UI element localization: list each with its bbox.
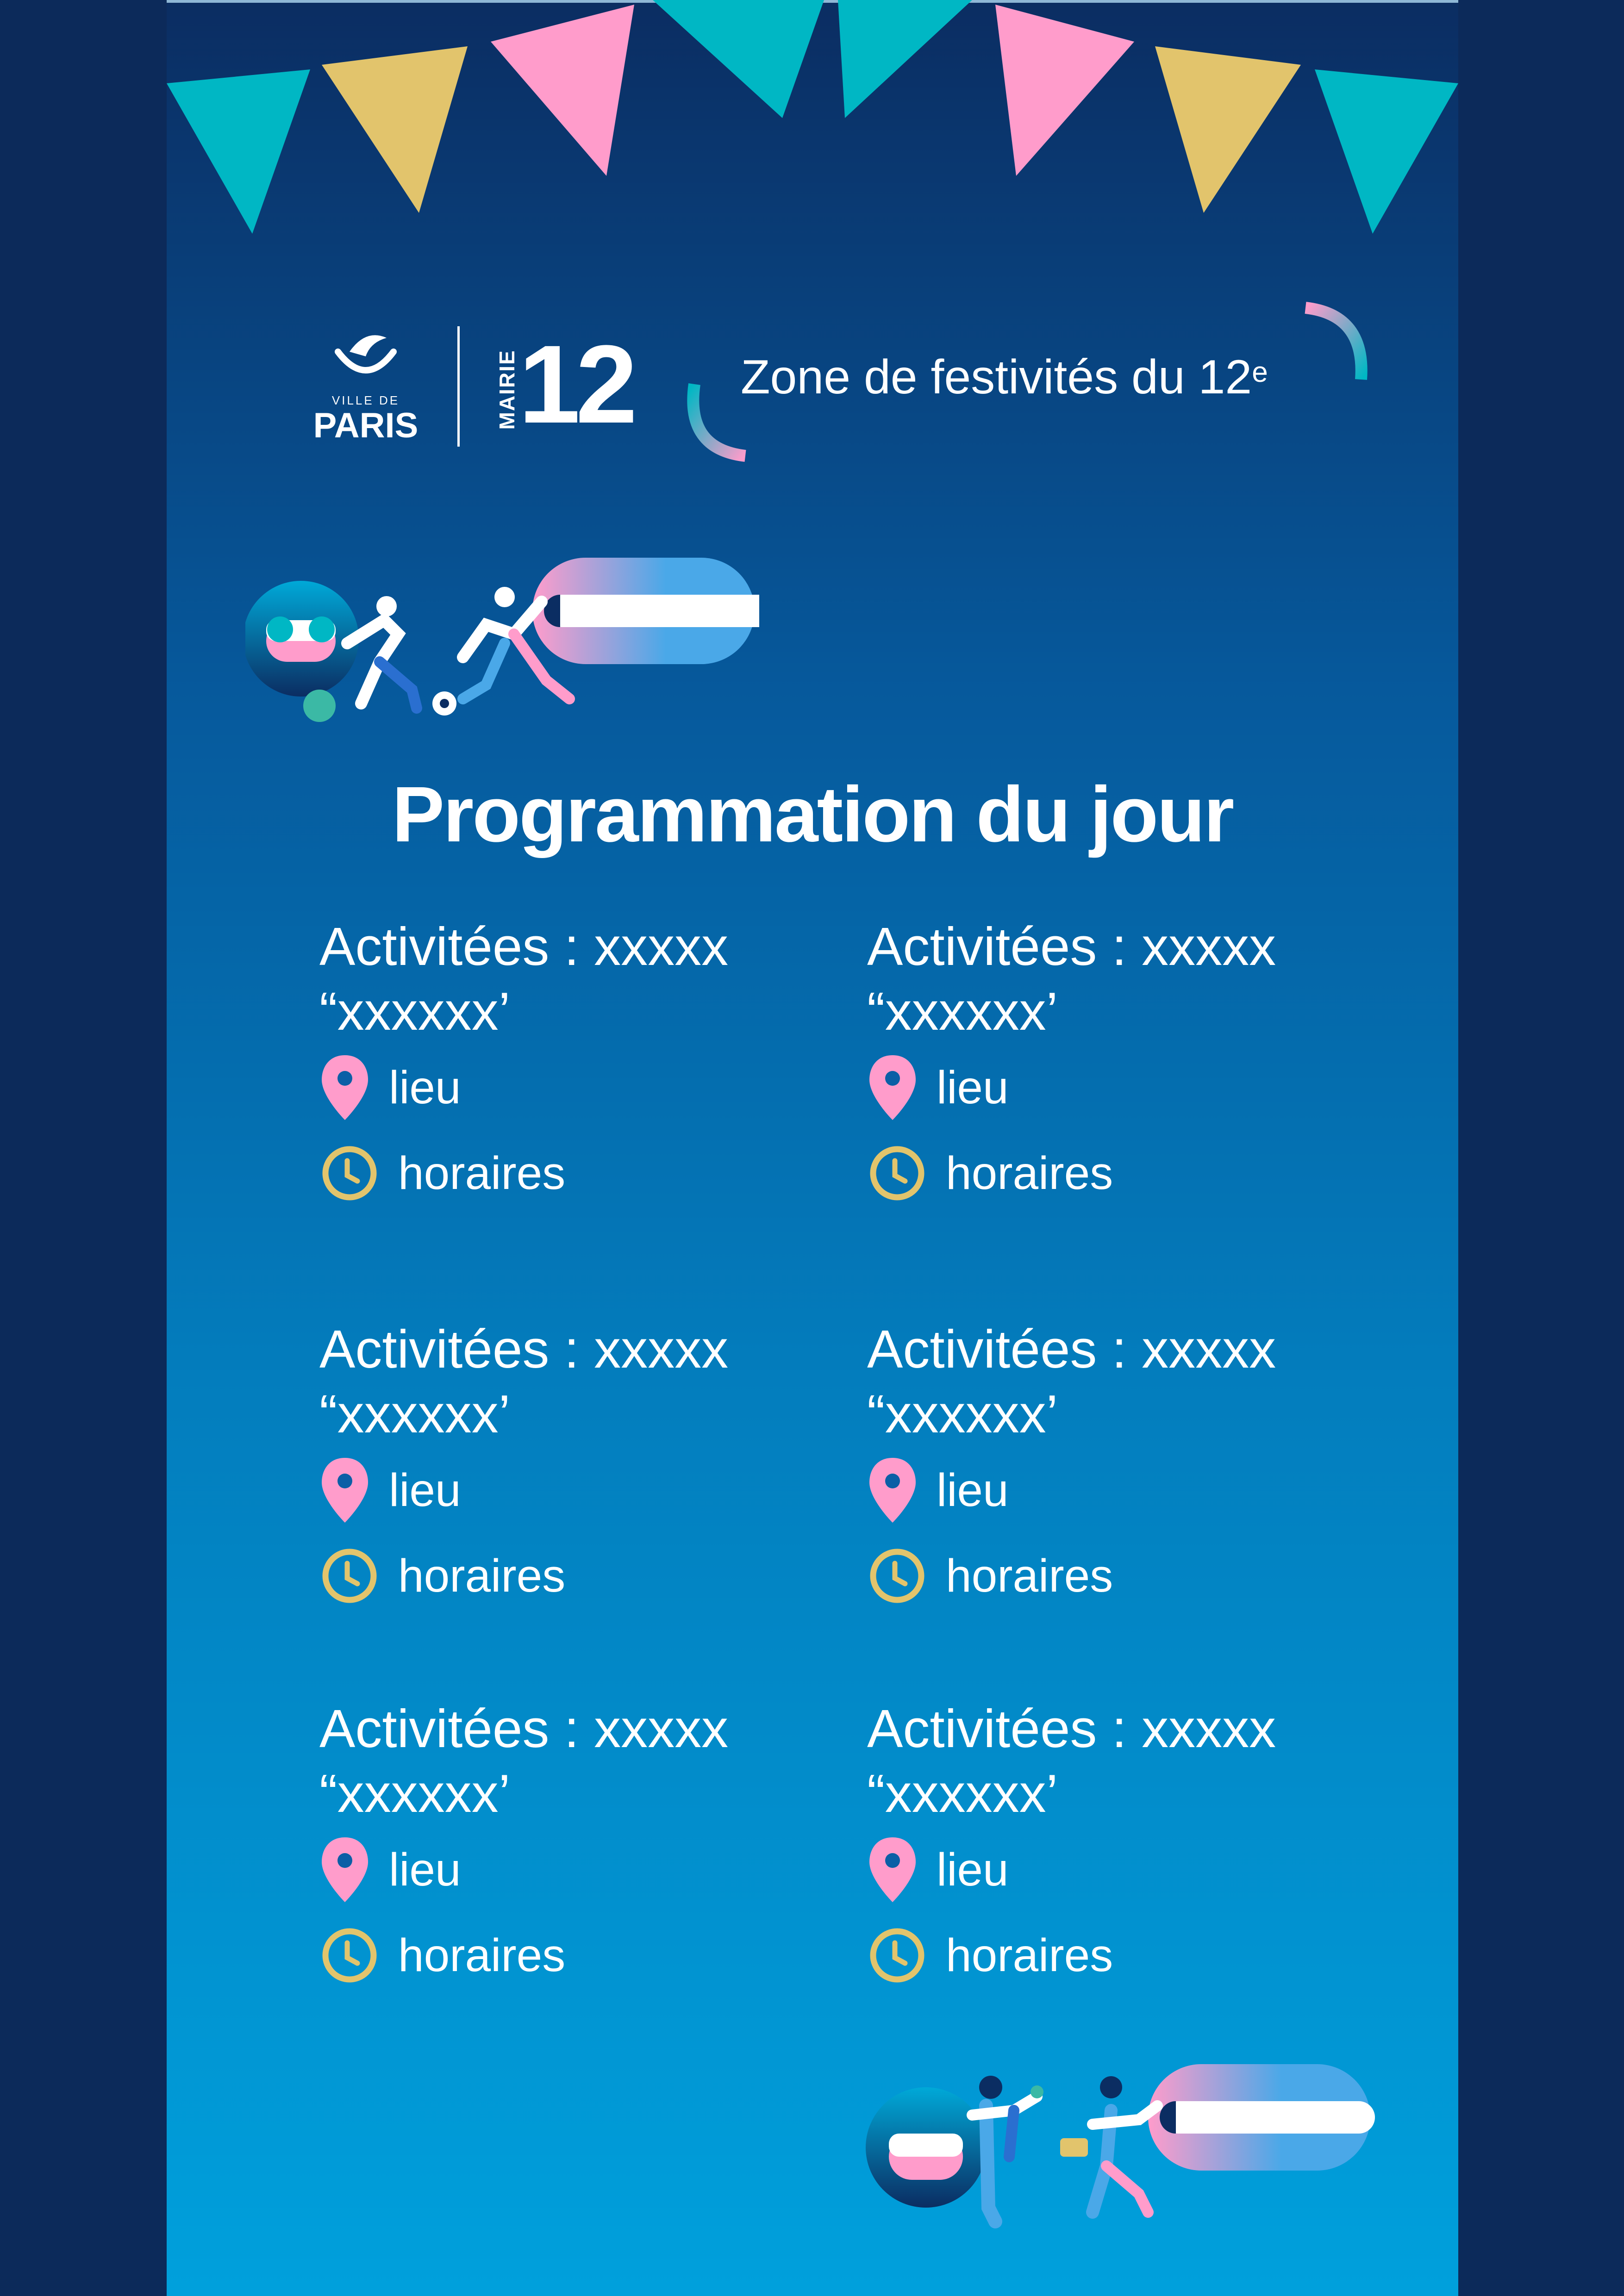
clock-icon xyxy=(319,1143,380,1203)
activity-quote: “xxxxxx’ xyxy=(867,1763,1058,1823)
flag-3 xyxy=(491,5,634,176)
activity-hours-row xyxy=(867,1139,1113,1208)
mairie-number: 12 xyxy=(518,322,633,446)
activity-place: lieu xyxy=(389,1464,461,1516)
activity-hours-row xyxy=(319,1541,565,1611)
activity-hours: horaires xyxy=(946,1147,1113,1199)
activity-quote: “xxxxxx’ xyxy=(319,981,511,1041)
activity-title: Activitées : xxxxx xyxy=(867,1319,1276,1379)
activity-hours: horaires xyxy=(398,1147,566,1199)
flag-1 xyxy=(167,69,310,234)
flag-7 xyxy=(1155,46,1301,213)
activity-card xyxy=(319,1317,829,1650)
activity-card xyxy=(867,1696,1376,2029)
activity-place: lieu xyxy=(389,1843,461,1896)
programme-title: Programmation du jour xyxy=(392,771,1233,859)
activity-place: lieu xyxy=(937,1464,1009,1516)
flag-8 xyxy=(1315,69,1458,234)
activity-place: lieu xyxy=(389,1061,461,1114)
activity-hours-row xyxy=(319,1921,565,1990)
clock-icon xyxy=(867,1546,927,1606)
arc-right-decoration xyxy=(1296,301,1370,384)
activity-place: lieu xyxy=(937,1061,1009,1114)
activity-title: Activitées : xxxxx xyxy=(867,1699,1276,1759)
map-pin-icon xyxy=(867,1835,918,1904)
zone-title-sup: e xyxy=(1252,356,1268,388)
ville-de-paris-logo xyxy=(310,324,421,444)
activity-hours: horaires xyxy=(946,1549,1113,1602)
flag-5 xyxy=(838,0,972,118)
activity-title: Activitées : xxxxx xyxy=(319,1319,729,1379)
activity-quote: “xxxxxx’ xyxy=(867,981,1058,1041)
dancers-illustration xyxy=(861,2055,1380,2240)
activity-hours-row xyxy=(319,1139,565,1208)
activity-hours-row xyxy=(867,1921,1113,1990)
activity-hours: horaires xyxy=(946,1929,1113,1981)
paris-ship-icon xyxy=(310,324,421,393)
activity-hours: horaires xyxy=(398,1929,566,1981)
logo-text-large: PARIS xyxy=(313,406,418,445)
activity-quote: “xxxxxx’ xyxy=(319,1763,511,1823)
flag-6 xyxy=(995,5,1134,176)
mairie-label: MAIRIE xyxy=(495,349,519,430)
activity-hours: horaires xyxy=(398,1549,566,1602)
activity-quote: “xxxxxx’ xyxy=(867,1384,1058,1444)
activity-place-row xyxy=(319,1835,461,1904)
clock-icon xyxy=(867,1143,927,1203)
logo-text-small: VILLE DE xyxy=(331,393,400,407)
poster xyxy=(167,0,1458,2296)
clock-icon xyxy=(319,1925,380,1985)
activity-place-row xyxy=(319,1456,461,1525)
flag-4 xyxy=(653,0,824,118)
clock-icon xyxy=(867,1925,927,1985)
clock-icon xyxy=(319,1546,380,1606)
activity-card xyxy=(867,914,1376,1247)
mairie-12-logo xyxy=(491,322,633,446)
activity-card xyxy=(867,1317,1376,1650)
activity-place-row xyxy=(867,1053,1009,1122)
activity-place-row xyxy=(867,1835,1009,1904)
activity-title: Activitées : xxxxx xyxy=(319,916,729,977)
flag-2 xyxy=(322,46,468,213)
activity-card xyxy=(319,914,829,1247)
activity-title: Activitées : xxxxx xyxy=(319,1699,729,1759)
activity-quote: “xxxxxx’ xyxy=(319,1384,511,1444)
activity-title: Activitées : xxxxx xyxy=(867,916,1276,977)
map-pin-icon xyxy=(867,1456,918,1525)
activity-place-row xyxy=(319,1053,461,1122)
activity-place: lieu xyxy=(937,1843,1009,1896)
activity-card xyxy=(319,1696,829,2029)
map-pin-icon xyxy=(319,1835,370,1904)
zone-title: Zone de festivités du 12e xyxy=(741,350,1268,404)
activity-place-row xyxy=(867,1456,1009,1525)
football-players-illustration xyxy=(245,551,759,736)
activity-hours-row xyxy=(867,1541,1113,1611)
logo-divider xyxy=(457,326,460,447)
map-pin-icon xyxy=(867,1053,918,1122)
map-pin-icon xyxy=(319,1053,370,1122)
bunting-flags xyxy=(167,0,1458,241)
map-pin-icon xyxy=(319,1456,370,1525)
